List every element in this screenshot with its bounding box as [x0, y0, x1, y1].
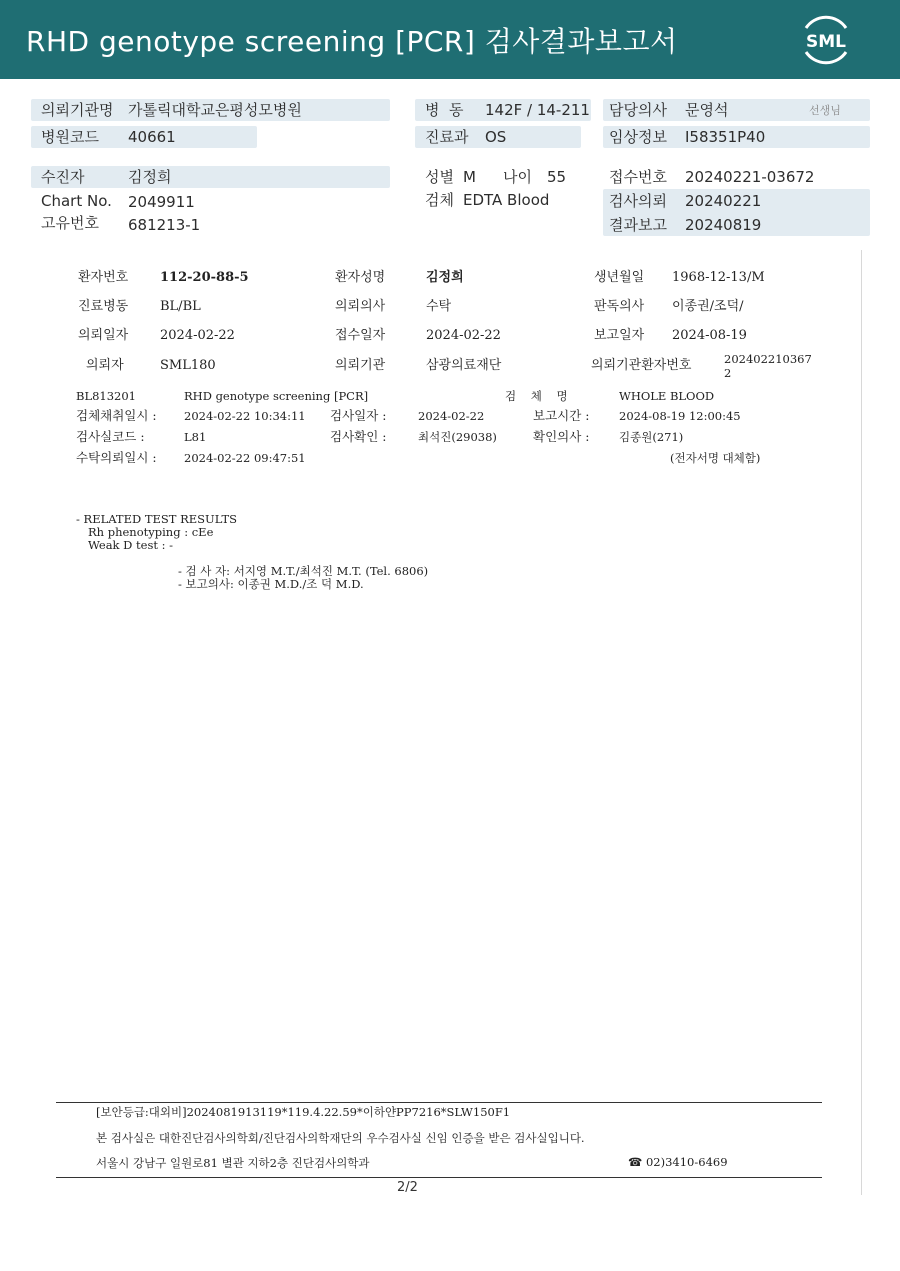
rh-phenotype-line: Rh phenotyping : cEe: [88, 525, 214, 539]
confirm-value: 최석진(29038): [418, 430, 497, 444]
labcode-value: L81: [184, 430, 207, 444]
doctor-suffix: 선생님: [809, 104, 841, 117]
reqinst-label: 의뢰기관: [335, 358, 386, 373]
page-edge-line: [861, 250, 862, 1195]
weak-d-line: Weak D test : -: [88, 538, 174, 552]
report-title: RHD genotype screening [PCR] 검사결과보고서: [26, 25, 678, 58]
hospcode-value: 40661: [128, 128, 176, 146]
tester-line: - 검 사 자: 서지영 M.T./최석진 M.T. (Tel. 6806): [178, 564, 429, 578]
doctor-value: 문영석: [685, 101, 729, 119]
patient-value: 김정희: [128, 168, 172, 186]
consign-value: 2024-02-22 09:47:51: [184, 451, 306, 465]
reqdate-value: 2024-02-22: [160, 328, 235, 343]
chart-value: 2049911: [128, 193, 195, 211]
reqdate-label: 의뢰일자: [78, 328, 129, 343]
related-title: - RELATED TEST RESULTS: [76, 512, 237, 526]
specimen-name-value: WHOLE BLOOD: [619, 389, 715, 403]
clinical-value: I58351P40: [685, 128, 766, 146]
dob-label: 생년월일: [594, 270, 645, 285]
report-label: 결과보고: [609, 216, 667, 234]
ward-label: 병 동: [425, 101, 464, 119]
ward2-value: BL/BL: [160, 299, 201, 314]
instpid-label: 의뢰기관환자번호: [591, 358, 692, 373]
readdoc-value: 이종권/조덕/: [672, 299, 744, 314]
page-number: 2/2: [397, 1180, 418, 1195]
accession-value: 20240221-03672: [685, 168, 815, 186]
request-value: 20240221: [685, 192, 762, 210]
hospital-label: 의뢰기관명: [41, 101, 114, 119]
age-value: 55: [547, 168, 567, 186]
pid-label: 환자번호: [78, 270, 129, 285]
test-code: BL813201: [76, 389, 136, 403]
specimen-value: EDTA Blood: [463, 191, 550, 209]
chart-label: Chart No.: [41, 192, 112, 210]
age-label: 나이: [503, 168, 532, 186]
sex-label: 성별: [425, 168, 454, 186]
collect-value: 2024-02-22 10:34:11: [184, 409, 306, 423]
dept-value: OS: [485, 128, 507, 146]
header-banner: [0, 0, 900, 79]
recvdate-label: 접수일자: [335, 328, 386, 343]
repdate-value: 2024-08-19: [672, 328, 747, 343]
pname-label: 환자성명: [335, 270, 386, 285]
requester-label: 의뢰자: [86, 358, 124, 373]
reqinst-value: 삼광의료재단: [426, 358, 502, 373]
readdoc-label: 판독의사: [594, 299, 645, 314]
phone-line: ☎ 02)3410-6469: [628, 1155, 728, 1169]
reptime-value: 2024-08-19 12:00:45: [619, 409, 741, 423]
reqdoc-value: 수탁: [426, 299, 452, 314]
consign-label: 수탁의뢰일시 :: [76, 450, 157, 465]
dob-value: 1968-12-13/M: [672, 270, 765, 285]
clinical-label: 임상정보: [609, 128, 667, 146]
confirm-label: 검사확인 :: [330, 429, 387, 444]
hospital-value: 가톨릭대학교은평성모병원: [128, 101, 302, 119]
specimen-label: 검체: [425, 191, 454, 209]
address-line: 서울시 강남구 일원로81 별관 지하2층 진단검사의학과: [96, 1156, 370, 1170]
pname-value: 김정희: [426, 270, 464, 285]
testdate-label: 검사일자 :: [330, 408, 387, 423]
requester-value: SML180: [160, 358, 216, 373]
unique-label: 고유번호: [41, 214, 99, 232]
specimen-name-label: 검 체 명: [505, 389, 568, 403]
confirmdoc-value: 김종원(271): [619, 430, 684, 444]
pid-value: 112-20-88-5: [160, 270, 249, 285]
certification-line: 본 검사실은 대한진단검사의학회/진단검사의학재단의 우수검사실 신임 인증을 받은 검사실입니다.: [96, 1131, 585, 1145]
test-name: RHD genotype screening [PCR]: [184, 389, 369, 403]
report-value: 20240819: [685, 216, 762, 234]
accession-label: 접수번호: [609, 168, 667, 186]
reqdoc-label: 의뢰의사: [335, 299, 386, 314]
patient-label: 수진자: [41, 168, 85, 186]
security-line: [보안등급:대외비]2024081913119*119.4.22.59*이하얀PP7216*SLW150F1: [96, 1105, 511, 1119]
doctor-label: 담당의사: [609, 101, 667, 119]
instpid-value-1: 202402210367: [724, 352, 812, 366]
repdate-label: 보고일자: [594, 328, 645, 343]
sex-value: M: [463, 168, 476, 186]
hospcode-label: 병원코드: [41, 128, 99, 146]
unique-value: 681213-1: [128, 216, 201, 234]
testdate-value: 2024-02-22: [418, 409, 485, 423]
confirmdoc-label: 확인의사 :: [533, 429, 590, 444]
labcode-label: 검사실코드 :: [76, 429, 145, 444]
reptime-label: 보고시간 :: [533, 408, 590, 423]
patient-row-bg: [31, 166, 390, 188]
ward2-label: 진료병동: [78, 299, 129, 314]
dept-label: 진료과: [425, 128, 469, 146]
collect-label: 검체채취일시 :: [76, 408, 157, 423]
esign-note: (전자서명 대체함): [670, 451, 761, 465]
sml-logo: [796, 12, 856, 66]
footer-bottom-rule: [56, 1177, 822, 1178]
recvdate-value: 2024-02-22: [426, 328, 501, 343]
reporter-line: - 보고의사: 이종권 M.D./조 덕 M.D.: [178, 577, 364, 591]
ward-value: 142F / 14-211: [485, 101, 590, 119]
request-label: 검사의뢰: [609, 192, 667, 210]
instpid-value-2: 2: [724, 366, 732, 380]
logo-text: SML: [806, 32, 846, 52]
footer-top-rule: [56, 1102, 822, 1103]
